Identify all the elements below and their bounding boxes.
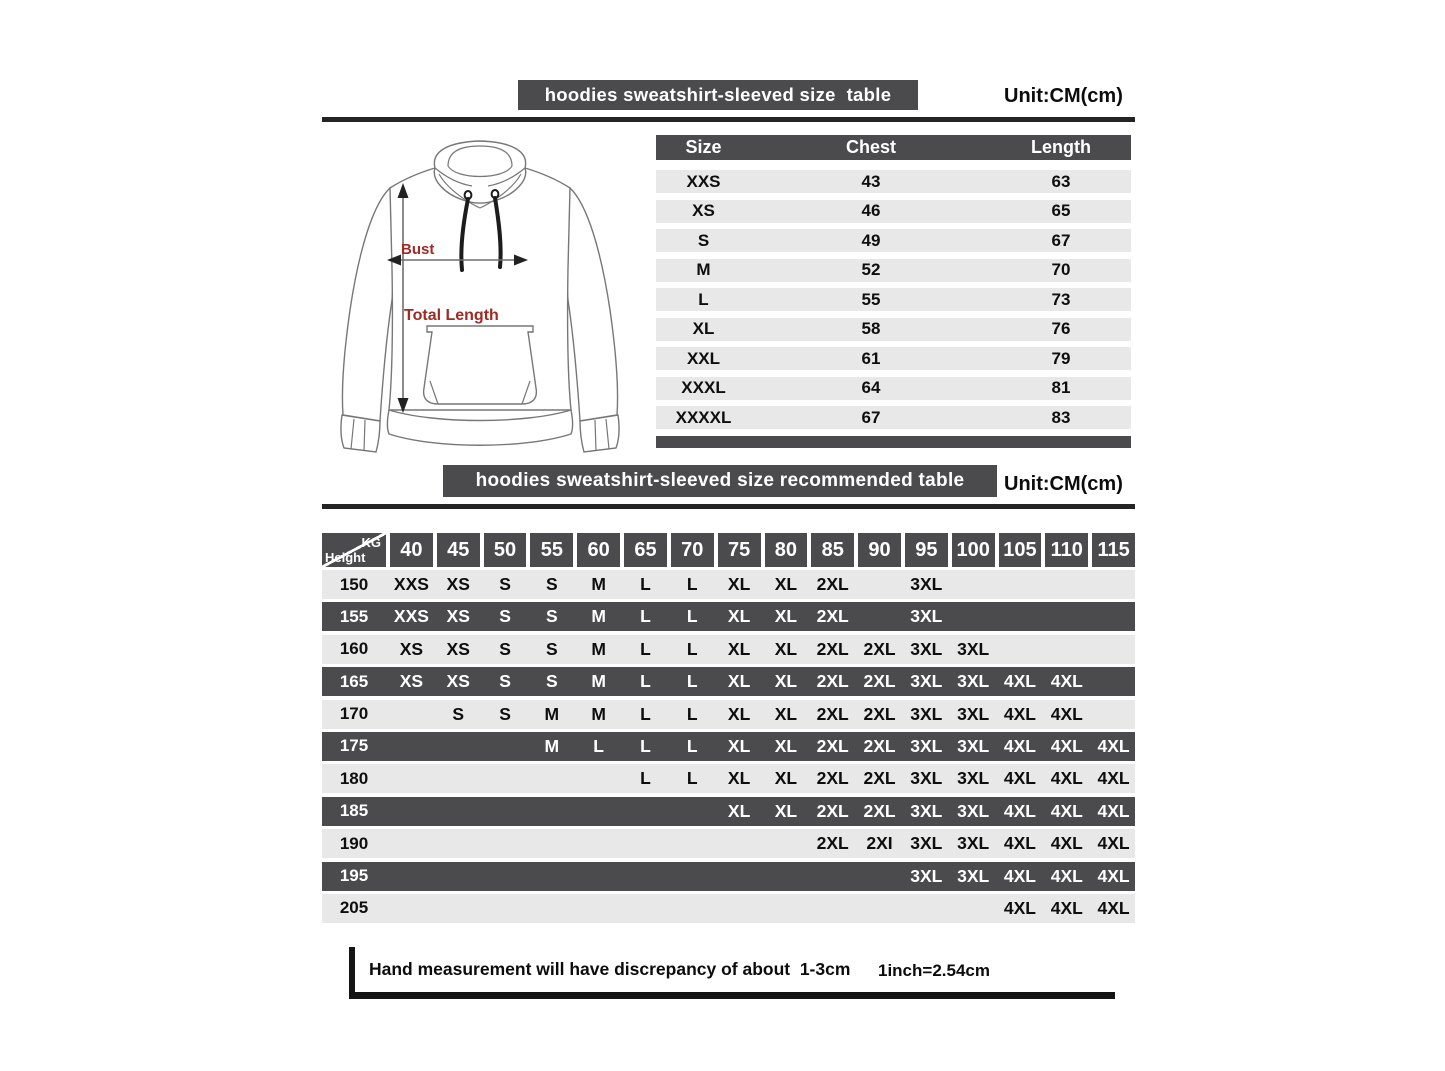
- height-cell: 185: [339, 801, 369, 821]
- recommended-table-row: [322, 732, 1135, 761]
- divider-line-1: [322, 117, 1135, 122]
- size-cell: XL: [692, 319, 715, 338]
- size-recommendation-cell: 2XI: [866, 833, 893, 854]
- chest-cell: 64: [861, 378, 881, 397]
- size-recommendation-cell: XL: [774, 703, 798, 724]
- size-recommendation-cell: 4XL: [1003, 865, 1037, 886]
- size-cell: XXL: [686, 348, 721, 368]
- column-header-length: Length: [1031, 137, 1091, 157]
- size-recommendation-cell: L: [686, 671, 698, 692]
- length-cell: 65: [1051, 201, 1071, 220]
- chest-cell: 67: [861, 407, 881, 427]
- size-recommendation-cell: XL: [774, 638, 798, 659]
- recommended-table-row: [322, 602, 1135, 631]
- size-recommendation-cell: 4XL: [1097, 800, 1130, 821]
- chest-cell: 49: [861, 230, 881, 250]
- size-recommendation-cell: 4XL: [1050, 703, 1083, 724]
- size-recommendation-cell: XS: [399, 638, 424, 659]
- size-recommendation-cell: 4XL: [1050, 897, 1083, 918]
- size-recommendation-cell: XL: [727, 606, 751, 627]
- size-recommendation-cell: S: [546, 671, 558, 692]
- size-recommendation-cell: 3XL: [957, 865, 990, 886]
- left-sleeve: [342, 188, 397, 421]
- chest-cell: 58: [861, 319, 881, 338]
- kg-column-header: 80: [765, 533, 808, 567]
- size-recommendation-cell: 4XL: [1050, 800, 1083, 821]
- kg-column-header: 75: [718, 533, 761, 567]
- size-recommendation-cell: S: [499, 671, 511, 692]
- kg-column-header: 70: [671, 533, 714, 567]
- recommended-table-body: [322, 570, 1135, 923]
- size-recommendation-cell: L: [640, 638, 651, 659]
- size-recommendation-cell: 2XL: [816, 606, 849, 627]
- size-recommendation-cell: 3XL: [957, 768, 990, 789]
- size-cell: XS: [692, 201, 715, 220]
- size-recommendation-cell: 2XL: [816, 671, 849, 692]
- size-recommendation-cell: 3XL: [910, 735, 943, 756]
- size-recommendation-cell: L: [686, 606, 698, 627]
- size-table-row: [656, 288, 1131, 311]
- size-recommendation-cell: 4XL: [1050, 833, 1083, 854]
- size-recommendation-cell: L: [686, 768, 698, 789]
- bust-label: Bust: [401, 241, 435, 258]
- kg-label: KG: [361, 535, 381, 550]
- kg-column-header: 40: [390, 533, 433, 567]
- footer-horizontal-line: [349, 992, 1115, 999]
- hoodie-diagram: [335, 138, 625, 458]
- chest-cell: 52: [861, 260, 881, 279]
- size-recommendation-cell: L: [686, 574, 698, 594]
- size-recommendation-cell: XL: [727, 768, 751, 789]
- size-recommendation-cell: L: [686, 638, 698, 659]
- size-table-body: [656, 170, 1131, 429]
- size-recommendation-cell: XXS: [393, 606, 429, 627]
- height-label: Height: [325, 550, 366, 565]
- size-recommendation-cell: 3XL: [910, 800, 943, 821]
- size-recommendation-cell: XL: [774, 671, 798, 692]
- recommended-table-row: [322, 862, 1135, 891]
- height-cell: 165: [339, 671, 369, 691]
- chest-cell: 46: [861, 201, 881, 220]
- kg-column-header: 90: [858, 533, 901, 567]
- size-recommendation-cell: L: [640, 574, 651, 594]
- size-recommendation-cell: S: [546, 638, 558, 659]
- height-cell: 195: [339, 866, 369, 886]
- size-recommendation-cell: XXS: [393, 574, 429, 594]
- size-recommendation-cell: XL: [774, 606, 798, 627]
- kg-column-header: 60: [577, 533, 620, 567]
- size-recommendation-cell: 3XL: [910, 865, 943, 886]
- inch-conversion-note: 1inch=2.54cm: [878, 961, 990, 980]
- size-recommendation-cell: 4XL: [1050, 735, 1083, 756]
- height-cell: 170: [339, 704, 369, 724]
- size-recommendation-cell: 2XL: [863, 671, 896, 692]
- size-table-header: [656, 135, 1131, 160]
- size-recommendation-cell: XS: [446, 574, 470, 594]
- size-recommendation-cell: L: [640, 768, 651, 789]
- length-cell: 81: [1051, 378, 1071, 397]
- size-recommendation-cell: 3XL: [910, 606, 943, 627]
- recommended-table-header: [322, 533, 1135, 567]
- kg-column-header: 95: [905, 533, 948, 567]
- height-cell: 150: [339, 574, 369, 594]
- size-recommendation-cell: 4XL: [1003, 735, 1037, 756]
- chest-cell: 43: [861, 171, 881, 191]
- size-recommendation-cell: XS: [399, 671, 424, 692]
- size-recommendation-cell: XL: [727, 671, 751, 692]
- unit-label-1: Unit:CM(cm): [1004, 85, 1123, 107]
- length-cell: 79: [1051, 348, 1071, 368]
- size-recommendation-cell: 4XL: [1003, 671, 1037, 692]
- size-recommendation-cell: XL: [774, 735, 798, 756]
- size-recommendation-cell: XL: [774, 574, 798, 594]
- column-header-chest: Chest: [845, 137, 896, 157]
- size-recommendation-cell: XS: [446, 638, 470, 659]
- size-recommendation-cell: L: [640, 703, 651, 724]
- size-table-row: [656, 259, 1131, 282]
- height-cell: 180: [339, 768, 369, 788]
- height-cell: 205: [339, 898, 369, 918]
- size-recommendation-cell: S: [499, 638, 511, 659]
- size-recommendation-cell: 4XL: [1050, 768, 1083, 789]
- height-cell: 160: [339, 639, 369, 659]
- length-cell: 76: [1051, 319, 1071, 338]
- size-recommendation-cell: 2XL: [863, 735, 896, 756]
- size-recommendation-cell: 2XL: [816, 638, 849, 659]
- size-table-row: [656, 229, 1131, 252]
- length-cell: 63: [1051, 171, 1071, 191]
- left-cuff: [341, 415, 380, 452]
- recommended-table-row: [322, 894, 1135, 923]
- size-cell: L: [698, 289, 709, 309]
- recommended-table-row: [322, 764, 1135, 793]
- size-recommendation-cell: XL: [774, 800, 798, 821]
- size-cell: XXXL: [681, 378, 726, 397]
- recommended-table-row: [322, 635, 1135, 664]
- size-recommendation-cell: M: [591, 703, 606, 724]
- size-recommendation-cell: 4XL: [1003, 897, 1037, 918]
- size-recommendation-cell: 2XL: [863, 800, 896, 821]
- size-recommendation-cell: 4XL: [1097, 897, 1130, 918]
- chest-cell: 61: [861, 348, 881, 368]
- size-recommendation-cell: 4XL: [1050, 865, 1083, 886]
- kg-column-header: 55: [530, 533, 573, 567]
- size-recommendation-cell: 4XL: [1097, 768, 1130, 789]
- size-recommendation-cell: XL: [727, 638, 751, 659]
- size-recommendation-cell: L: [640, 606, 651, 627]
- length-cell: 73: [1051, 289, 1071, 309]
- size-recommendation-cell: 3XL: [957, 735, 990, 756]
- kg-column-header: 45: [437, 533, 480, 567]
- size-table-row: [656, 377, 1131, 400]
- height-cell: 175: [339, 736, 369, 756]
- size-recommendation-cell: S: [499, 606, 511, 627]
- size-recommendation-cell: M: [544, 735, 560, 756]
- size-recommendation-cell: 3XL: [957, 800, 990, 821]
- height-cell: 190: [339, 833, 369, 853]
- kg-column-header: 85: [811, 533, 854, 567]
- kg-column-header: 105: [999, 533, 1042, 567]
- size-recommendation-cell: 2XL: [863, 638, 896, 659]
- size-recommendation-cell: 3XL: [957, 671, 990, 692]
- size-recommendation-cell: L: [640, 671, 651, 692]
- size-recommendation-cell: M: [544, 703, 560, 724]
- size-recommendation-cell: M: [591, 671, 606, 692]
- recommended-table-row: [322, 570, 1135, 599]
- measurement-note: Hand measurement will have discrepancy of about 1-3cm: [369, 959, 851, 979]
- size-recommendation-cell: 3XL: [910, 638, 943, 659]
- kg-column-header: 115: [1092, 533, 1135, 567]
- size-recommendation-cell: 3XL: [910, 703, 943, 724]
- recommended-table-row: [322, 797, 1135, 826]
- size-recommendation-cell: XL: [727, 703, 751, 724]
- size-recommendation-cell: L: [686, 735, 698, 756]
- size-recommendation-cell: 4XL: [1097, 833, 1130, 854]
- size-recommendation-cell: XL: [774, 768, 798, 789]
- recommended-table: [322, 533, 1135, 926]
- height-cell: 155: [339, 606, 369, 626]
- kg-column-header: 110: [1045, 533, 1088, 567]
- size-recommendation-cell: 2XL: [816, 703, 849, 724]
- size-recommendation-cell: 3XL: [910, 833, 943, 854]
- size-recommendation-cell: L: [640, 735, 651, 756]
- size-recommendation-cell: 3XL: [957, 638, 990, 659]
- size-recommendation-cell: M: [591, 606, 606, 627]
- size-recommendation-cell: 3XL: [957, 833, 990, 854]
- hem-band: [388, 410, 573, 445]
- size-recommendation-cell: S: [499, 703, 511, 724]
- size-recommendation-cell: 4XL: [1003, 703, 1037, 724]
- size-recommendation-cell: M: [591, 574, 606, 594]
- length-cell: 70: [1051, 260, 1071, 279]
- chest-cell: 55: [861, 289, 881, 309]
- kg-column-header: 65: [624, 533, 667, 567]
- size-recommendation-cell: 4XL: [1097, 865, 1130, 886]
- divider-line-2: [322, 504, 1135, 509]
- size-recommendation-cell: 4XL: [1050, 671, 1083, 692]
- size-recommendation-cell: XL: [727, 800, 751, 821]
- kg-height-corner-cell: [322, 533, 386, 567]
- size-table-row: [656, 200, 1131, 223]
- size-recommendation-cell: L: [686, 703, 698, 724]
- size-recommendation-cell: 4XL: [1003, 833, 1037, 854]
- recommended-table-title: hoodies sweatshirt-sleeved size recommended table: [443, 465, 997, 497]
- size-recommendation-cell: S: [546, 574, 558, 594]
- size-cell: M: [696, 260, 711, 279]
- kg-column-header: 50: [484, 533, 527, 567]
- size-recommendation-cell: XS: [446, 671, 470, 692]
- size-recommendation-cell: 4XL: [1003, 800, 1037, 821]
- size-table-title: hoodies sweatshirt-sleeved size table: [518, 80, 918, 110]
- size-recommendation-cell: 2XL: [863, 703, 896, 724]
- size-recommendation-cell: 3XL: [957, 703, 990, 724]
- size-table: [656, 135, 1131, 448]
- size-recommendation-cell: 3XL: [910, 671, 943, 692]
- size-recommendation-cell: 2XL: [816, 735, 849, 756]
- size-recommendation-cell: 2XL: [816, 574, 849, 594]
- kg-column-header: 100: [952, 533, 995, 567]
- size-recommendation-cell: XS: [446, 606, 470, 627]
- size-recommendation-cell: 2XL: [816, 768, 849, 789]
- size-recommendation-cell: 3XL: [910, 768, 943, 789]
- size-table-bottom-bar: [656, 436, 1131, 448]
- size-cell: S: [697, 230, 710, 250]
- size-recommendation-cell: S: [499, 574, 511, 594]
- size-recommendation-cell: 4XL: [1003, 768, 1037, 789]
- unit-label-2: Unit:CM(cm): [1004, 473, 1123, 495]
- size-recommendation-cell: 4XL: [1097, 735, 1130, 756]
- right-cuff: [580, 415, 619, 452]
- length-cell: 83: [1051, 407, 1071, 427]
- size-recommendation-cell: 2XL: [816, 833, 849, 854]
- size-table-row: [656, 318, 1131, 341]
- size-recommendation-cell: S: [546, 606, 558, 627]
- recommended-table-row: [322, 700, 1135, 729]
- column-header-size: Size: [685, 137, 722, 157]
- length-cell: 67: [1051, 230, 1071, 250]
- size-cell: XXS: [686, 171, 721, 191]
- size-table-row: [656, 406, 1131, 429]
- size-recommendation-cell: 3XL: [910, 574, 943, 594]
- size-recommendation-cell: L: [593, 735, 604, 756]
- right-sleeve: [563, 188, 618, 421]
- size-recommendation-cell: S: [452, 703, 465, 724]
- size-recommendation-cell: 2XL: [816, 800, 849, 821]
- recommended-table-row: [322, 667, 1135, 696]
- total-length-label: Total Length: [404, 307, 499, 324]
- size-recommendation-cell: 2XL: [863, 768, 896, 789]
- size-cell: XXXXL: [675, 407, 732, 427]
- size-recommendation-cell: M: [591, 638, 606, 659]
- size-recommendation-cell: XL: [727, 735, 751, 756]
- kangaroo-pocket: [424, 326, 537, 404]
- size-recommendation-cell: XL: [727, 574, 751, 594]
- size-table-row: [656, 347, 1131, 370]
- recommended-table-row: [322, 829, 1135, 858]
- size-table-row: [656, 170, 1131, 193]
